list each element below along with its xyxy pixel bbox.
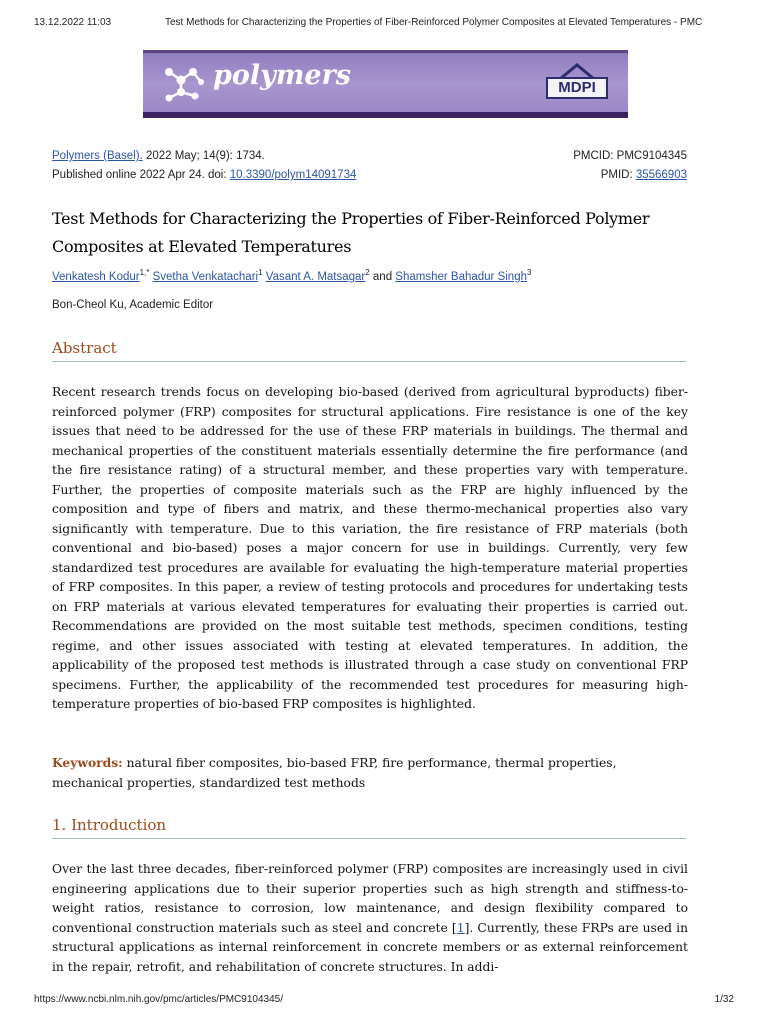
print-date: 13.12.2022 11:03	[34, 17, 112, 28]
print-footer	[34, 994, 734, 1008]
author-affiliation: 1,*	[139, 268, 150, 277]
citation-meta	[52, 147, 687, 185]
reference-link[interactable]: 1	[456, 920, 465, 935]
polymer-molecule-icon	[161, 60, 205, 104]
print-header	[34, 17, 734, 31]
intro-text-part-1: Over the last three decades, fiber-reinforced polymer (FRP) composites are increasingly used in civil engineering applications due to their superior properties such as high strength and stiffness-to-weight ratios, resistance to corrosion, low maintenance, and design flexibility compared to conventional construction materials such as steel and concrete [	[52, 862, 688, 935]
banner-top-stripe	[143, 50, 628, 53]
citation-row-1	[52, 147, 687, 166]
published-info: Published online 2022 Apr 24. doi:	[52, 169, 230, 181]
author-affiliation: 2	[365, 268, 370, 277]
pmid	[601, 166, 687, 185]
pmid-link[interactable]: 35566903	[635, 169, 687, 181]
page-url: https://www.ncbi.nlm.nih.gov/pmc/articles/PMC9104345/	[34, 994, 283, 1005]
author-link[interactable]: Shamsher Bahadur Singh	[395, 270, 527, 283]
journal-banner[interactable]	[143, 50, 628, 118]
doi-link[interactable]: 10.3390/polym14091734	[229, 169, 357, 181]
journal-link[interactable]: Polymers (Basel).	[52, 150, 143, 162]
abstract-text: Recent research trends focus on developing bio-based (derived from agricultural byproducts) fiber-reinforced polymer (FRP) composites for structural applications. Fire resistance is one of the key issues that need to be addressed for the use of these FRP materials in buildings. The thermal and mechanical properties of the constituent materials essentially determine the fire performance (and the fire resistance rating) of a structural member, and these properties vary with temperature. Further, the properties of composite materials such as the FRP are highly influenced by the composition and type of fibers and matrix, and these thermo-mechanical properties also vary significantly with temperature. Due to this variation, the fire resistance of FRP materials (both conventional and bio-based) poses a major concern for use in buildings. Currently, very few standardized test procedures are available for evaluating the high-temperature material properties of FRP composites. In this paper, a review of testing protocols and procedures for undertaking tests on FRP materials at various elevated temperatures for evaluating their properties is carried out. Recommendations are provided on the most suitable test methods, specimen conditions, testing regime, and other issues associated with testing at elevated temperatures. In addition, the applicability of the proposed test methods is illustrated through a case study on conventional FRP specimens. Further, the applicability of the recommended test procedures for measuring high-temperature properties of bio-based FRP composites is highlighted.	[52, 385, 688, 711]
introduction-heading: 1. Introduction	[52, 816, 686, 839]
author-link[interactable]: Vasant A. Matsagar	[265, 270, 366, 283]
citation-row-2	[52, 166, 687, 185]
keywords-text: natural fiber composites, bio-based FRP, fire performance, thermal properties, mechanical properties, standardized test methods	[52, 756, 617, 790]
mdpi-logo-text: MDPI	[546, 77, 608, 99]
author-affiliation: 3	[527, 268, 532, 277]
keywords-label: Keywords:	[52, 755, 123, 770]
print-page-title: Test Methods for Characterizing the Properties of Fiber-Reinforced Polymer Composites at Elevated Temperatures - PMC	[165, 17, 703, 28]
pmid-label: PMID:	[600, 169, 636, 181]
keywords	[52, 753, 688, 793]
author-list	[52, 268, 531, 283]
journal-logo-text: polymers	[213, 60, 352, 91]
author-separator: and	[369, 270, 396, 283]
author-link[interactable]: Svetha Venkatachari	[152, 270, 259, 283]
article-title: Test Methods for Characterizing the Properties of Fiber-Reinforced Polymer Composites at Elevated Temperatures	[52, 209, 650, 256]
page-number: 1/32	[714, 994, 734, 1005]
abstract-heading: Abstract	[52, 339, 686, 362]
author-affiliation: 1	[258, 268, 263, 277]
academic-editor: Bon-Cheol Ku, Academic Editor	[52, 299, 214, 311]
introduction-text	[52, 860, 688, 977]
pmcid: PMCID: PMC9104345	[573, 150, 687, 162]
author-link[interactable]: Venkatesh Kodur	[52, 270, 140, 283]
issue-info: 2022 May; 14(9): 1734.	[142, 150, 265, 162]
intro-text-part-2: ]. Currently, these FRPs are used in structural applications as internal reinforcement in concrete members or as external reinforcement in the repair, retrofit, and rehabilitation of concrete structures. In addi-	[52, 920, 689, 974]
mdpi-logo	[546, 58, 612, 104]
